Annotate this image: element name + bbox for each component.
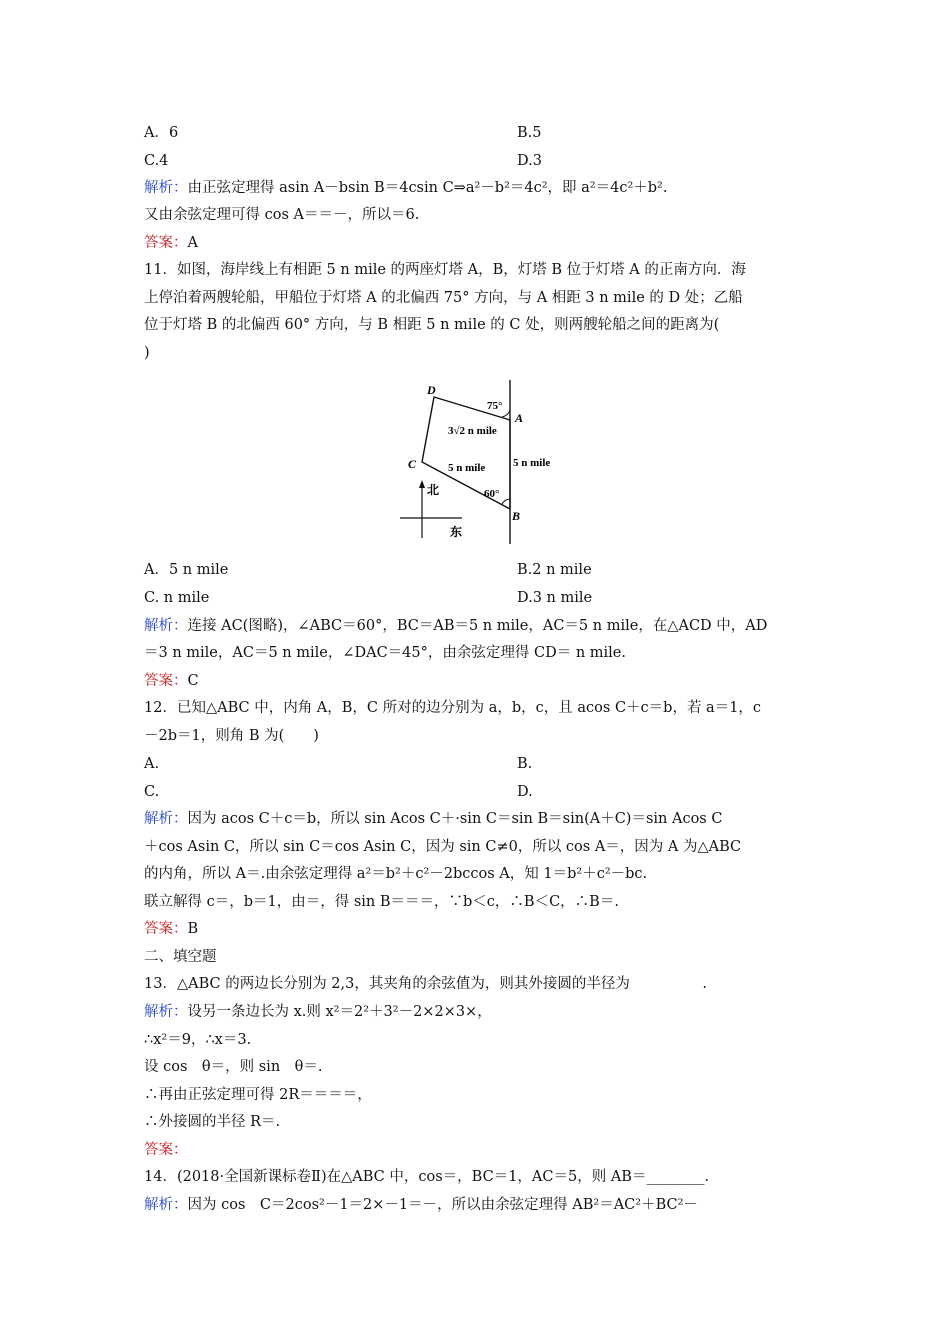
q14-analysis-line: 解析：因为 cos C＝2cos²－1＝2×－1＝－，所以由余弦定理得 AB²＝AC²＋BC²－ — [144, 1197, 698, 1213]
q12-stem-line: 12．已知△ABC 中，内角 A，B，C 所对的边分别为 a，b，c，且 acos C＋c＝b，若 a＝1，c — [144, 700, 762, 716]
label-length-cb: 5 n mile — [448, 462, 486, 474]
label-east: 东 — [450, 525, 463, 539]
q13-analysis-line: 解析：设另一条边长为 x.则 x²＝2²＋3²－2×2×3×， — [144, 1004, 492, 1020]
q13-analysis-line: ∴外接圆的半径 R＝. — [144, 1114, 281, 1130]
q10-answer: 答案：A — [144, 235, 198, 251]
q12-analysis-line: ＋cos Asin C，所以 sin C＝cos Asin C，因为 sin C≠0，所以 cos A＝，因为 A 为△ABC — [144, 839, 742, 855]
q11-answer: 答案：C — [144, 673, 199, 689]
answer-label: 答案： — [144, 673, 188, 689]
q10-option-b: B.5 — [517, 125, 542, 141]
answer-label: 答案： — [144, 921, 188, 937]
answer-label: 答案： — [144, 235, 188, 251]
label-point-a: A — [515, 411, 524, 425]
q11-stem-line: 11．如图，海岸线上有相距 5 n mile 的两座灯塔 A，B，灯塔 B 位于灯塔 A 的正南方向．海 — [144, 262, 746, 278]
label-point-d: D — [427, 383, 436, 397]
label-angle-a: 75° — [487, 400, 503, 412]
q10-option-d: D.3 — [517, 153, 542, 169]
section-heading: 二、填空题 — [144, 949, 217, 965]
q12-option-b: B. — [517, 756, 533, 772]
q12-analysis-line: 解析：因为 acos C＋c＝b，所以 sin Acos C＋·sin C＝sin B＝sin(A＋C)＝sin Acos C — [144, 811, 723, 827]
q10-analysis-line: 又由余弦定理可得 cos A＝＝－，所以＝6. — [144, 207, 420, 223]
q11-option-b: B.2 n mile — [517, 562, 592, 578]
q12-analysis-line: 联立解得 c＝，b＝1，由＝，得 sin B＝＝＝，∵b＜c，∴B＜C，∴B＝. — [144, 894, 619, 910]
q12-stem-line: －2b＝1，则角 B 为( ) — [144, 728, 319, 744]
q12-analysis-line: 的内角，所以 A＝.由余弦定理得 a²＝b²＋c²－2bccos A，知 1＝b²＋c²－bc. — [144, 866, 648, 882]
analysis-label: 解析： — [144, 180, 188, 196]
analysis-label: 解析： — [144, 618, 188, 634]
label-point-c: C — [408, 457, 417, 471]
label-length-da: 3√2 n mile — [448, 425, 497, 437]
analysis-label: 解析： — [144, 1197, 188, 1213]
q14-stem: 14．(2018·全国新课标卷Ⅱ)在△ABC 中，cos＝，BC＝1，AC＝5，则 AB＝________. — [144, 1169, 710, 1185]
q13-answer-label: 答案： — [144, 1142, 188, 1158]
label-angle-b: 60° — [484, 488, 500, 500]
analysis-label: 解析： — [144, 1004, 188, 1020]
q12-option-a: A. — [144, 756, 160, 772]
q10-option-a: A．6 — [144, 125, 179, 141]
label-north: 北 — [427, 483, 440, 497]
q12-answer: 答案：B — [144, 921, 199, 937]
q13-analysis-line: ∴x²＝9，∴x＝3. — [144, 1032, 252, 1048]
q13-stem: 13．△ABC 的两边长分别为 2,3，其夹角的余弦值为，则其外接圆的半径为 . — [144, 976, 707, 992]
q11-option-d: D.3 n mile — [517, 590, 593, 606]
q11-option-c: C. n mile — [144, 590, 210, 606]
q12-option-c: C. — [144, 784, 160, 800]
label-point-b: B — [512, 509, 521, 523]
q11-option-a: A．5 n mile — [144, 562, 229, 578]
analysis-label: 解析： — [144, 811, 188, 827]
q13-analysis-line: 设 cos θ＝，则 sin θ＝. — [144, 1059, 323, 1075]
q11-analysis-line: 解析：连接 AC(图略)，∠ABC＝60°，BC＝AB＝5 n mile，AC＝5 n mile，在△ACD 中，AD — [144, 618, 768, 634]
q11-analysis-line: ＝3 n mile，AC＝5 n mile，∠DAC＝45°，由余弦定理得 CD＝ n mile. — [144, 645, 626, 661]
q10-option-c: C.4 — [144, 153, 169, 169]
q11-stem-line: 位于灯塔 B 的北偏西 60° 方向，与 B 相距 5 n mile 的 C 处，则两艘轮船之间的距离为( — [144, 317, 720, 333]
lighthouse-diagram — [390, 378, 570, 548]
q11-stem-line: 上停泊着两艘轮船，甲船位于灯塔 A 的北偏西 75° 方向，与 A 相距 3 n mile 的 D 处；乙船 — [144, 290, 743, 306]
q10-analysis-line: 解析：由正弦定理得 asin A－bsin B＝4csin C⇒a²－b²＝4c²，即 a²＝4c²＋b². — [144, 180, 668, 196]
lighthouse-figure — [390, 378, 570, 548]
label-length-ab: 5 n mile — [513, 457, 551, 469]
q13-analysis-line: ∴再由正弦定理可得 2R＝＝＝＝， — [144, 1087, 372, 1103]
q12-option-d: D. — [517, 784, 533, 800]
q11-stem-line: ) — [144, 345, 150, 361]
